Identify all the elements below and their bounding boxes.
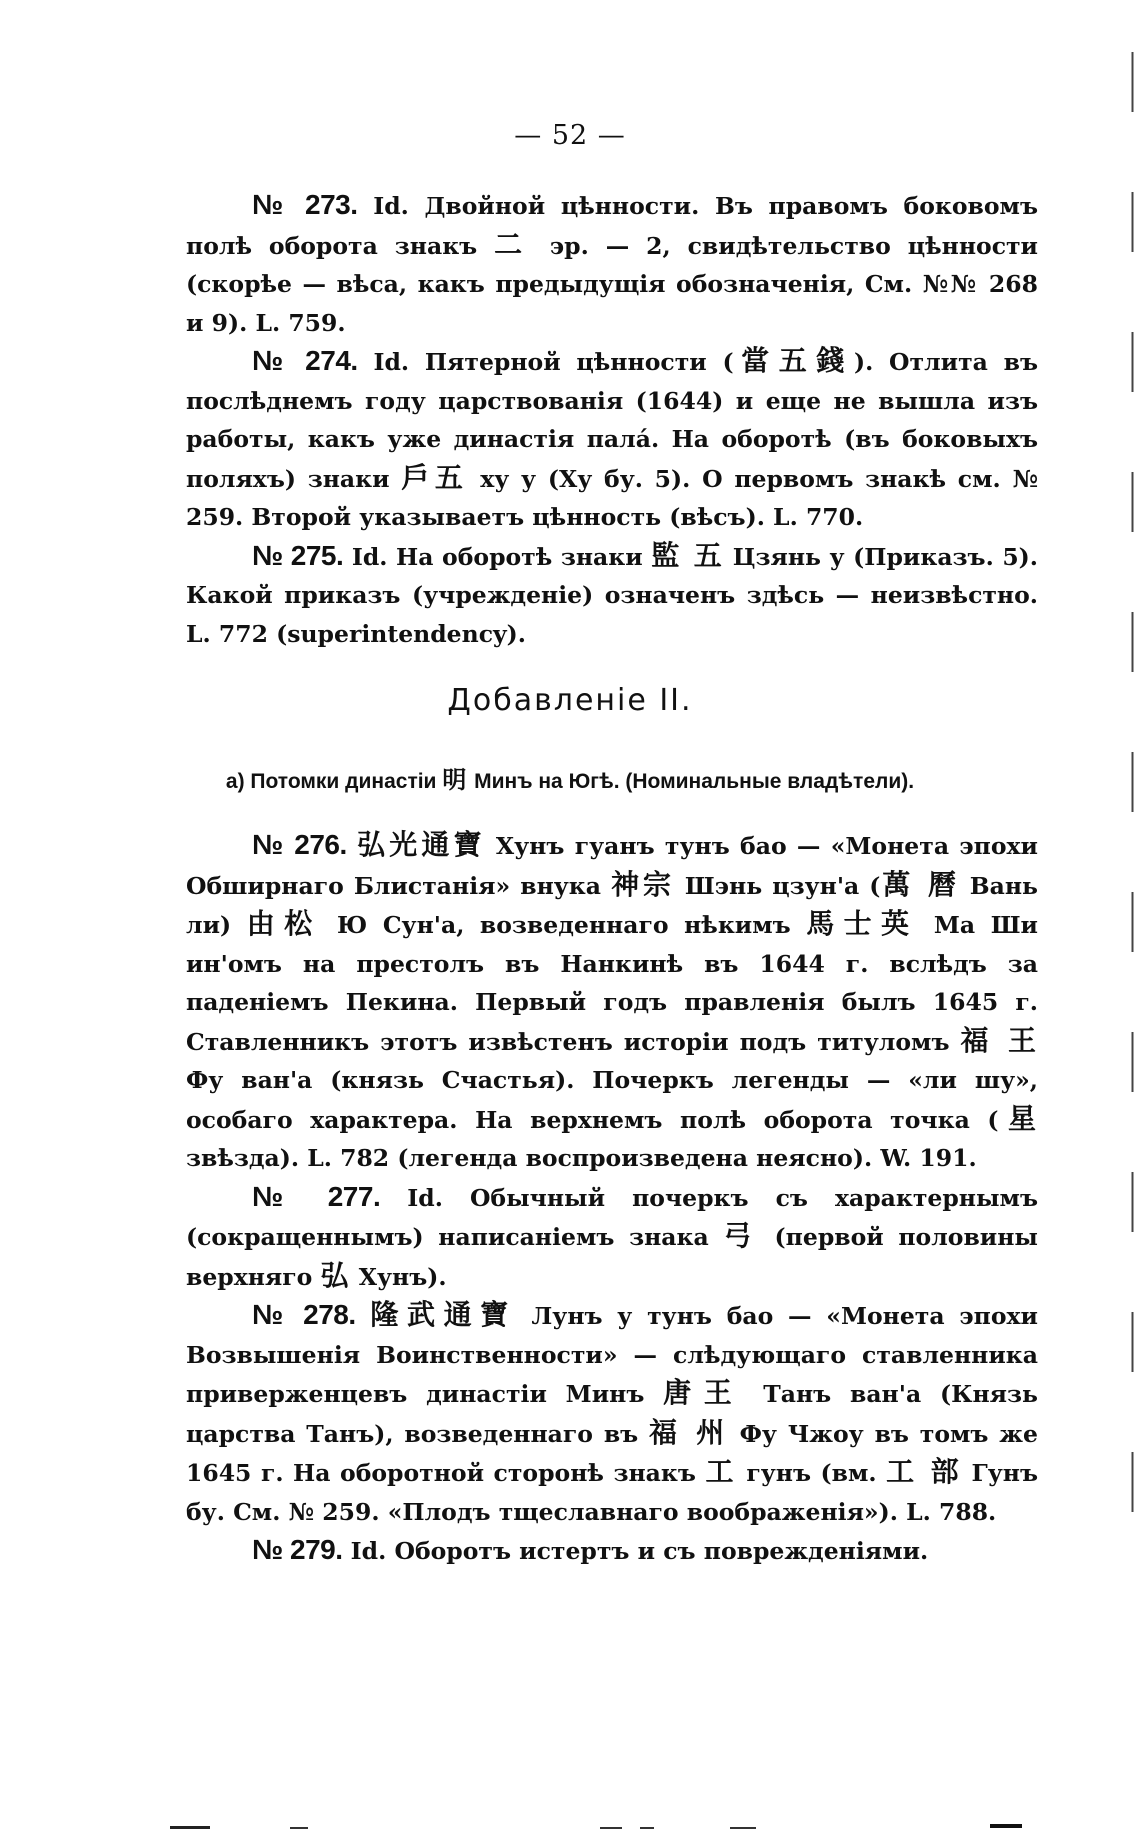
cjk-glyph: 弘光通寶 [357,828,486,861]
scan-noise-mark [170,1826,210,1829]
cjk-glyph: 當五錢 [733,344,854,377]
entry-number: № 278. [252,1299,356,1330]
entry-text: Id. Оборотъ истертъ и съ поврежденіями. [342,1537,929,1565]
entry-text: Фу Чжоу въ томъ же 1645 г. На оборотной сторонѣ знакъ [186,1419,1038,1487]
entry-number: № 276. [252,829,347,860]
cjk-glyph: 弓 [723,1219,760,1252]
entry-text: Хунъ). [350,1262,447,1291]
entry-text: Хунъ гуанъ тунъ бао — «Монета эпохи Обширнаго Блистанія» внука [186,832,1038,900]
scan-noise-mark [730,1827,756,1829]
cjk-glyph: 星 [998,1101,1038,1135]
entry-278 [186,1296,1038,1531]
cjk-glyph: 弘 [320,1258,351,1292]
scan-noise-mark [640,1827,654,1829]
cjk-glyph: 明 [442,767,469,794]
scan-noise-bottom [170,1820,1090,1834]
entry-number: № 279. [252,1534,343,1565]
entry-text: ху у (Ху бу. 5). О первомъ знакѣ см. № 259. Второй указываетъ цѣнность (вѣсъ). L. 770. [186,464,1038,531]
entry-text: Фу ван'а (князь Счастья). Почеркъ легенды — «ли шу», особаго характера. На верхнемъ полѣ оборота точка ( [186,1066,1038,1134]
entry-text: Ю Сун'а, возведеннаго нѣкимъ [321,911,807,939]
entry-text: Id. Двойной цѣнности. Въ правомъ боковомъ полѣ оборота знакъ [186,192,1038,260]
entry-text: Танъ ван'а (Князь царства Танъ), возведеннаго въ [186,1380,1038,1448]
cjk-glyph: 戶五 [401,460,469,494]
cjk-glyph: 馬士英 [806,907,919,940]
cjk-glyph: 隆武通寶 [370,1298,517,1331]
entry-text: гунъ (вм. [736,1459,887,1487]
subheading-text: Минъ на Югѣ. (Номинальные владѣтели). [468,770,915,793]
cjk-glyph: 工 部 [886,1455,962,1488]
entry-text: эр. — 2, свидѣтельство цѣнности (скорѣе — вѣса, какъ предыдущія обозначенія, См. №№ 268 и 9). L. 759. [186,231,1038,337]
cjk-glyph: 唐王 [663,1376,745,1409]
entry-text: Вань ли) [186,871,1039,939]
section-heading: Добавленіе II. [447,683,693,718]
entry-277 [186,1178,1038,1297]
cjk-glyph: 由松 [246,907,322,940]
entry-279 [186,1531,1038,1571]
entries-block-1 [186,186,1038,653]
entry-number: № 274. [252,345,358,376]
entry-text: ). Отлита въ послѣднемъ году царствованія (1644) и еще не вышла изъ работы, какъ уже династія палá. На оборотѣ (въ боковыхъ поляхъ) знаки [186,348,1038,493]
entry-text: Лунъ у тунъ бао — «Монета эпохи Возвышенія Воинственности» — слѣдующаго ставленника приверженцевъ династіи Минъ [186,1302,1038,1408]
entry-275 [186,537,1038,654]
entry-text: Ма Ши ин'омъ на престолъ въ Нанкинѣ въ 1644 г. вслѣдъ за паденіемъ Пекина. Первый годъ правленія былъ 1645 г. Ставленникъ этотъ извѣстенъ исторіи подъ титуломъ [186,911,1038,1056]
entry-number: № 277. [252,1180,381,1212]
cjk-glyph: 神宗 [611,867,675,901]
cjk-glyph: 工 [705,1455,737,1488]
entry-text: Гунъ бу. См. № 259. «Плодъ тщеславнаго воображенія»). L. 788. [186,1459,1038,1526]
entries-block-2 [186,826,1038,1571]
entry-text: звѣзда). L. 782 (легенда воспроизведена неясно). W. 191. [186,1144,977,1172]
entry-text: Id. Обычный почеркъ съ характернымъ (сокращеннымъ) написаніемъ знака [186,1183,1038,1251]
scan-noise-mark [290,1827,308,1829]
cjk-glyph: 監 五 [651,538,725,572]
cjk-glyph: 萬 曆 [880,867,960,901]
entry-text: Id. Пятерной цѣнности ( [357,348,734,376]
entry-text: Id. На оборотѣ знаки [343,542,652,571]
entry-276 [186,826,1038,1178]
subheading-text: а) Потомки династіи [225,770,443,793]
entry-text: Цзянь у (Приказъ. 5). Какой приказъ (учрежденіе) означенъ здѣсь — неизвѣстно. L. 772 (superintendency). [186,542,1038,648]
entry-text: Шэнь цзун'а ( [674,871,881,900]
entry-273 [186,186,1038,342]
entry-number: № 275. [252,539,344,571]
scan-noise-mark [990,1824,1022,1828]
entry-274 [186,342,1038,537]
cjk-glyph: 福 王 [960,1023,1038,1057]
page-number: — 52 — [514,120,626,151]
scan-noise-mark [600,1827,622,1829]
section-subheading [0,760,1140,795]
cjk-glyph: 福 州 [649,1415,729,1449]
entry-number: № 273. [252,189,358,220]
scan-edge-line [1131,52,1134,1512]
entry-text: (первой половины верхняго [186,1223,1038,1291]
cjk-glyph: 二 [494,227,533,261]
